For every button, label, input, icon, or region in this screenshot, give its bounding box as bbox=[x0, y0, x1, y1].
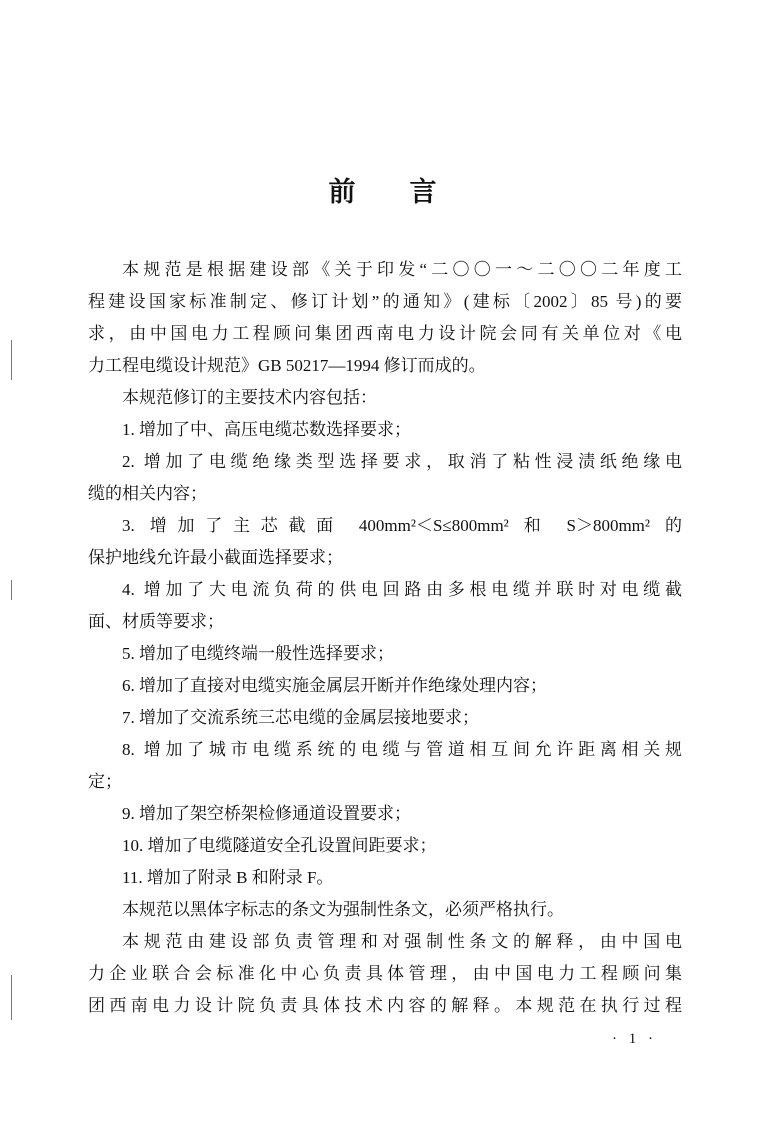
text-line: 程建设国家标准制定、修订计划”的通知》(建标〔2002〕85 号)的要 bbox=[88, 292, 682, 311]
text-line: 2. 增加了电缆绝缘类型选择要求，取消了粘性浸渍纸绝缘电 bbox=[122, 452, 682, 471]
title-part-2: 言 bbox=[409, 177, 439, 208]
text-line: 保护地线允许最小截面选择要求； bbox=[88, 548, 343, 567]
text-line: 8. 增加了城市电缆系统的电缆与管道相互间允许距离相关规 bbox=[122, 740, 682, 759]
text-line: 力工程电缆设计规范》GB 50217—1994 修订而成的。 bbox=[88, 356, 486, 375]
text-line: 力企业联合会标准化中心负责具体管理，由中国电力工程顾问集 bbox=[88, 964, 682, 983]
text-line: 1. 增加了中、高压电缆芯数选择要求； bbox=[122, 420, 411, 439]
text-line: 缆的相关内容； bbox=[88, 484, 207, 503]
scan-artifact bbox=[11, 340, 12, 380]
page-title bbox=[0, 170, 767, 209]
text-line: 定； bbox=[88, 772, 122, 791]
text-line: 本规范以黑体字标志的条文为强制性条文，必须严格执行。 bbox=[122, 900, 564, 919]
text-line: 7. 增加了交流系统三芯电缆的金属层接地要求； bbox=[122, 708, 479, 727]
text-line: 本规范是根据建设部《关于印发“二〇〇一～二〇〇二年度工 bbox=[122, 260, 682, 279]
text-line: 9. 增加了架空桥架检修通道设置要求； bbox=[122, 804, 411, 823]
text-line: 团西南电力设计院负责具体技术内容的解释。本规范在执行过程 bbox=[88, 996, 682, 1015]
text-line: 6. 增加了直接对电缆实施金属层开断并作绝缘处理内容； bbox=[122, 676, 547, 695]
text-line: 本规范修订的主要技术内容包括： bbox=[122, 388, 377, 407]
scan-artifact bbox=[11, 580, 12, 600]
body-text bbox=[88, 254, 682, 1022]
text-line: 3. 增加了主芯截面 400mm²＜S≤800mm² 和 S＞800mm² 的 bbox=[122, 516, 682, 535]
text-line: 求，由中国电力工程顾问集团西南电力设计院会同有关单位对《电 bbox=[88, 324, 682, 343]
title-part-1: 前 bbox=[328, 177, 358, 208]
text-line: 4. 增加了大电流负荷的供电回路由多根电缆并联时对电缆截 bbox=[122, 580, 682, 599]
page-number: · 1 · bbox=[612, 1031, 657, 1047]
text-line: 面、材质等要求； bbox=[88, 612, 224, 631]
text-line: 本规范由建设部负责管理和对强制性条文的解释，由中国电 bbox=[122, 932, 682, 951]
scan-artifact bbox=[11, 975, 12, 1020]
text-line: 5. 增加了电缆终端一般性选择要求； bbox=[122, 644, 394, 663]
text-line: 10. 增加了电缆隧道安全孔设置间距要求； bbox=[122, 836, 437, 855]
text-line: 11. 增加了附录 B 和附录 F。 bbox=[122, 868, 334, 887]
